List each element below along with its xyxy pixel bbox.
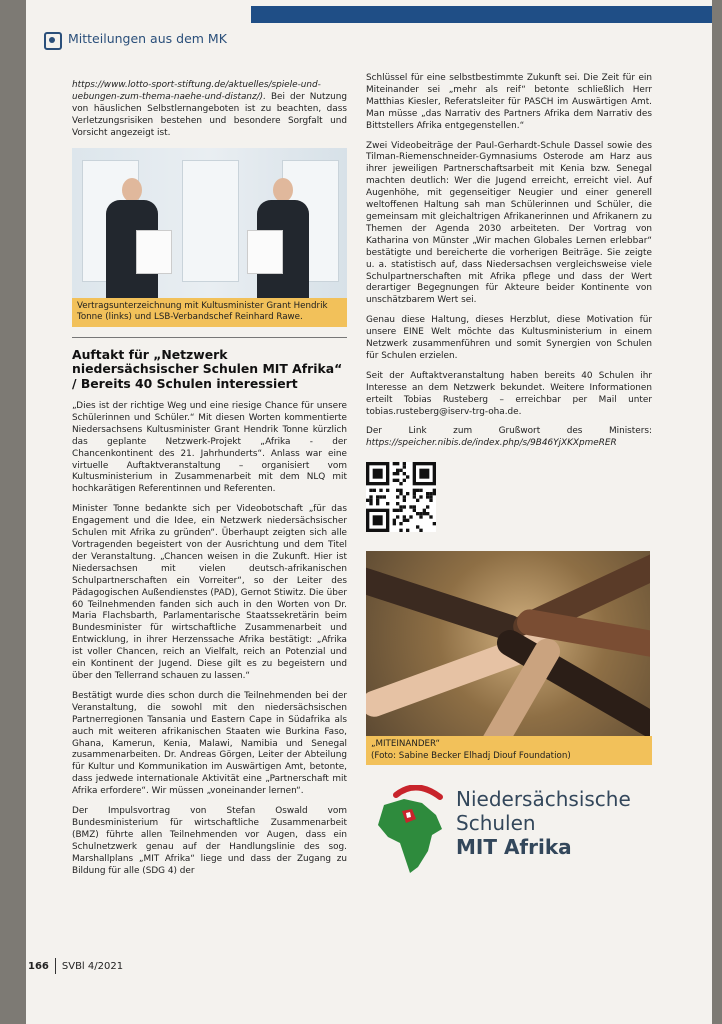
link-intro: Der Link zum Grußwort des Ministers: xyxy=(366,426,652,437)
intro-paragraph xyxy=(72,80,347,140)
hands-caption-title: „MITEINANDER“ xyxy=(371,739,440,750)
signing-photo xyxy=(72,148,347,298)
page-footer xyxy=(28,958,123,974)
intro-link[interactable]: https://www.lotto-sport-stiftung.de/aktuelles/spiele-und-uebungen-zum-thema-naehe-und-distanz/). xyxy=(72,80,321,102)
section-divider xyxy=(72,337,347,338)
article-paragraph: Zwei Videobeiträge der Paul-Gerhardt-Schule Dassel sowie des Tilman-Riemenschneider-Gymnasiums Osterode am Harz aus ihrer jeweiligen Partnerschaftsarbeit mit Kenia bzw. Senegal machten deutlich: Wer die Jugend erreicht, erreicht viel. Auf Augenhöhe, mit gegenseitiger Neugier und einer generell weltoffenen Haltung sah man Schülerinnen und Schüler, die gemeinsam mit gleichaltrigen Afrikanerinnen und Afrikanern zu Themen der Agenda 2030 arbeiteten. Der Vortrag von Katharina von Münster „Wir machen Globales Lernen erlebbar“ bestätigte und bereicherte die vorherigen Beiträge. Sie zeigte u. a. statistisch auf, dass Niedersachsen vergleichsweise viele Schulpartnerschaften mit Afrika pflege und dass der Wert derartiger Begegnungen für Akteure beider Kontinente von unschätzbarem Wert sei. xyxy=(366,140,652,306)
article-paragraph: Bestätigt wurde dies schon durch die Teilnehmenden bei der Veranstaltung, die sowohl mit den niedersächsischen Partnerregionen Tansania und Eastern Cape in Südafrika als auch mit weiteren afrikanischen Staaten wie Burkina Faso, Ghana, Kamerun, Kenia, Malawi, Namibia und Senegal zusammenarbeiten. Dr. Andreas Görgen, Leiter der Abteilung für Kultur und Kommunikation im Auswärtigen Amt, betonte, dass jedwede internationale Aktivität eine „Partnerschaft mit Afrika erfordere“. Wir müssen „voneinander lernen“. xyxy=(72,690,347,797)
network-logo xyxy=(366,775,652,885)
page-number: 166 xyxy=(28,961,49,972)
article-paragraph: „Dies ist der richtige Weg und eine riesige Chance für unsere Schülerinnen und Schüler.“ Mit diesen Worten kommentierte Niedersachsens Kultusminister Grant Hendrik Tonne kürzlich das geplante Netzwerk-Projekt „Afrika - der Chancenkontinent des 21. Jahrhunderts“. Anlass war eine virtuelle Auftaktveranstaltung – organisiert vom Kultusministerium in Zusammenarbeit mit dem NLQ mit hochkarätigen Referentinnen und Referenten. xyxy=(72,401,347,495)
qr-code[interactable] xyxy=(366,462,436,532)
minister-greeting-link[interactable]: https://speicher.nibis.de/index.php/s/9B46YjXKXpmeRER xyxy=(366,438,617,449)
logo-line-3: MIT Afrika xyxy=(456,835,572,860)
left-column xyxy=(72,80,347,885)
hands-photo-caption xyxy=(366,736,652,765)
right-column xyxy=(366,73,652,885)
header-bar xyxy=(251,6,712,23)
article-paragraph: Seit der Auftaktveranstaltung haben bereits 40 Schulen ihr Interesse an dem Netzwerk bekundet. Weitere Informationen erteilt Tobias Rusteberg – erreichbar per Mail unter tobias.rusteberg@iserv-trg-oha.de. xyxy=(366,370,652,417)
logo-line-2: Schulen xyxy=(456,811,536,836)
article-paragraph: Der Impulsvortrag von Stefan Oswald vom Bundesministerium für wirtschaftliche Zusammenarbeit (BMZ) führte allen Teilnehmenden vor Augen, dass ein Schulnetzwerk genau auf der Handlungslinie des sog. Marshallplans „MIT Afrika“ liege und dass der Zugang zu Bildung für alle (SDG 4) der xyxy=(72,806,347,876)
intro-text: Bei der Nutzung von häuslichen Selbstlernangeboten ist zu beachten, dass Verletzungsrisiken bestehen und besondere Sorgfalt und Vorsicht angezeigt ist. xyxy=(72,91,347,138)
photo-caption: Vertragsunterzeichnung mit Kultusminister Grant Hendrik Tonne (links) und LSB-Verbandschef Reinhard Rawe. xyxy=(72,298,347,327)
person-lsb-chief xyxy=(257,178,309,298)
person-minister xyxy=(106,178,158,298)
africa-map-icon xyxy=(370,785,450,877)
article-title: Auftakt für „Netzwerk niedersächsischer Schulen MIT Afrika“ / Bereits 40 Schulen interessiert xyxy=(72,346,343,391)
hands-caption-credit: (Foto: Sabine Becker Elhadj Diouf Foundation) xyxy=(371,750,571,761)
section-title: Mitteilungen aus dem MK xyxy=(68,31,227,46)
hands-photo xyxy=(366,551,650,736)
magazine-page xyxy=(26,0,712,1024)
issue-label: SVBl 4/2021 xyxy=(61,961,124,972)
logo-text xyxy=(456,787,631,859)
photo-banner xyxy=(182,160,239,282)
article-paragraph: Schlüssel für eine selbstbestimmte Zukunft sei. Die Zeit für ein Miteinander sei „mehr als reif“ betonte schließlich Herr Matthias Kiesler, Referatsleiter für PASCH im Auswärtigen Amt. Man müsse „das Narrativ des Partners Afrika dem Narrativ des Bittstellers Afrika entgegenstellen.“ xyxy=(366,73,652,131)
article-paragraph: Minister Tonne bedankte sich per Videobotschaft „für das Engagement und die Idee, ein Netzwerk niedersächsischer Schulen mit Afrika zu gründen“. Überhaupt zeigten sich alle Vortragenden begeistert von der Ausrichtung und dem Titel der Veranstaltung. „Chancen weisen in die Zukunft. Hier ist Niedersachsen mit vielen deutsch-afrikanischen Schulpartnerschaften ein Vorreiter“, so der Leiter des Pädagogischen Außendienstes (PAD), Gernot Stiwitz. Die über 60 Teilnehmenden fanden sich auch in den Worten von Dr. Maria Flachsbarth, Parlamentarische Staatssekretärin beim Bundesminister für wirtschaftliche Zusammenarbeit und Entwicklung, in ihrer Herzenssache Afrika bestätigt: „Afrika ist voller Chancen, reich an Vielfalt, reich an Potenzial und ein Kontinent der Jugend. Diese gilt es zu begeistern und über den Tellerrand schauen zu lassen.“ xyxy=(72,504,347,681)
link-paragraph xyxy=(366,426,652,450)
logo-line-1: Niedersächsische xyxy=(456,787,631,812)
section-icon xyxy=(44,32,62,50)
article-paragraph: Genau diese Haltung, dieses Herzblut, diese Motivation für unsere EINE Welt möchte das Kultusministerium in einem Netzwerk zusammenführen und somit Synergien von Schulen für Schulen erzielen. xyxy=(366,315,652,361)
footer-separator xyxy=(55,958,56,974)
